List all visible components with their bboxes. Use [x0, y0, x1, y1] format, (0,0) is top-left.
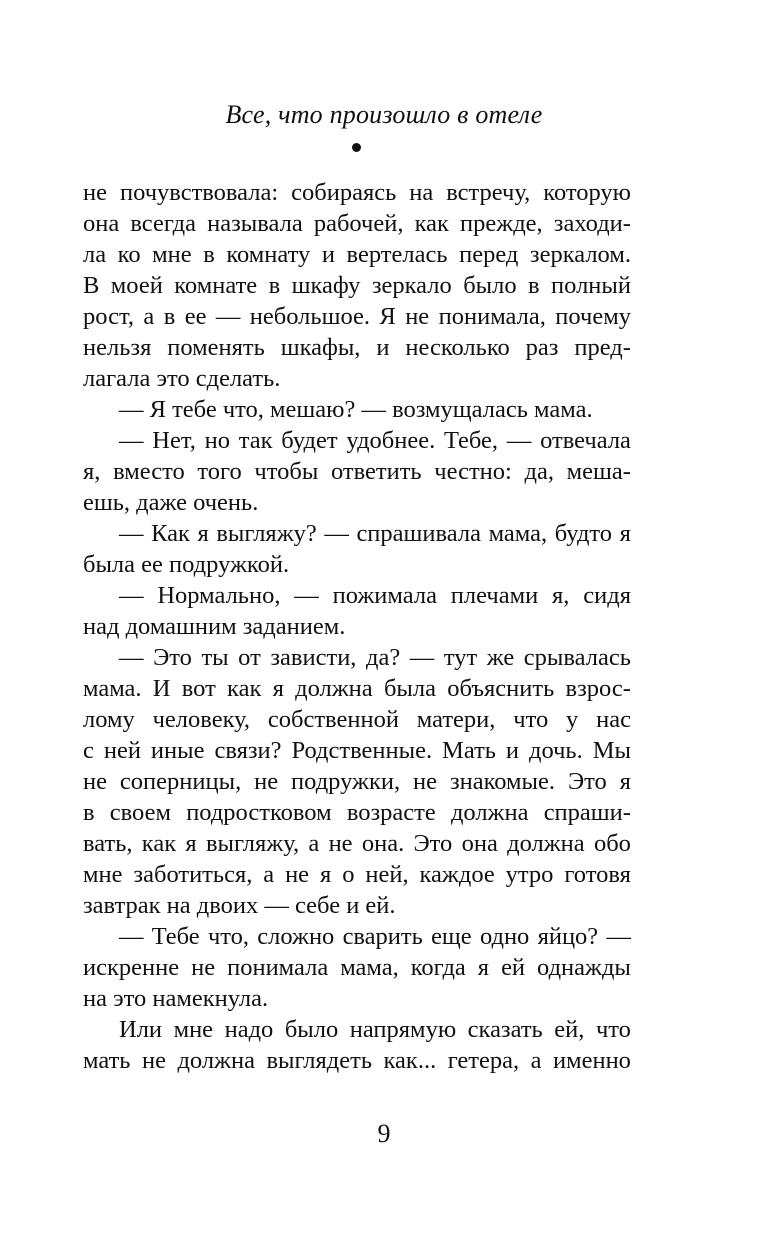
text-line: мне заботиться, а не я о ней, каждое утро готовя	[83, 861, 631, 888]
text-line: ла ко мне в комнату и вертелась перед зеркалом.	[83, 241, 631, 268]
text-line: Или мне надо было напрямую сказать ей, что	[119, 1016, 631, 1043]
text-line: в своем подростковом возрасте должна спраши-	[83, 799, 631, 826]
running-head: Все, что произошло в отеле	[225, 100, 543, 129]
body-text	[83, 177, 631, 1076]
text-line: искренне не понимала мама, когда я ей однажды	[83, 954, 631, 981]
text-line: вать, как я выгляжу, а не она. Это она должна обо	[83, 830, 631, 857]
text-line: — Как я выгляжу? — спрашивала мама, будто я	[119, 520, 631, 547]
page-number: 9	[377, 1119, 391, 1148]
text-line: — Тебе что, сложно сварить еще одно яйцо? —	[119, 923, 631, 950]
text-line: не соперницы, не подружки, не знакомые. Это я	[83, 768, 631, 795]
text-line: не почувствовала: собираясь на встречу, которую	[83, 179, 631, 206]
text-line: лому человеку, собственной матери, что у нас	[83, 706, 631, 733]
text-line: лагала это сделать.	[83, 365, 281, 392]
ornament-dot	[352, 143, 361, 152]
text-line: нельзя поменять шкафы, и несколько раз пред-	[83, 334, 631, 361]
text-line: — Я тебе что, мешаю? — возмущалась мама.	[119, 396, 593, 423]
text-line: В моей комнате в шкафу зеркало было в полный	[83, 272, 631, 299]
text-line: — Нет, но так будет удобнее. Тебе, — отвечала	[119, 427, 631, 454]
text-line: я, вместо того чтобы ответить честно: да, меша-	[83, 458, 631, 485]
text-line: ешь, даже очень.	[83, 489, 259, 516]
text-line: мать не должна выглядеть как... гетера, а именно	[83, 1047, 631, 1074]
text-line: завтрак на двоих — себе и ей.	[83, 892, 396, 919]
text-line: — Это ты от зависти, да? — тут же срывалась	[119, 644, 631, 671]
text-line: была ее подружкой.	[83, 551, 290, 578]
text-line: с ней иные связи? Родственные. Мать и дочь. Мы	[83, 737, 631, 764]
text-line: — Нормально, — пожимала плечами я, сидя	[119, 582, 631, 609]
text-line: над домашним заданием.	[83, 613, 346, 640]
text-line: она всегда называла рабочей, как прежде, заходи-	[83, 210, 631, 237]
text-line: рост, а в ее — небольшое. Я не понимала, почему	[83, 303, 631, 330]
text-line: мама. И вот как я должна была объяснить взрос-	[83, 675, 631, 702]
text-line: на это намекнула.	[83, 985, 269, 1012]
